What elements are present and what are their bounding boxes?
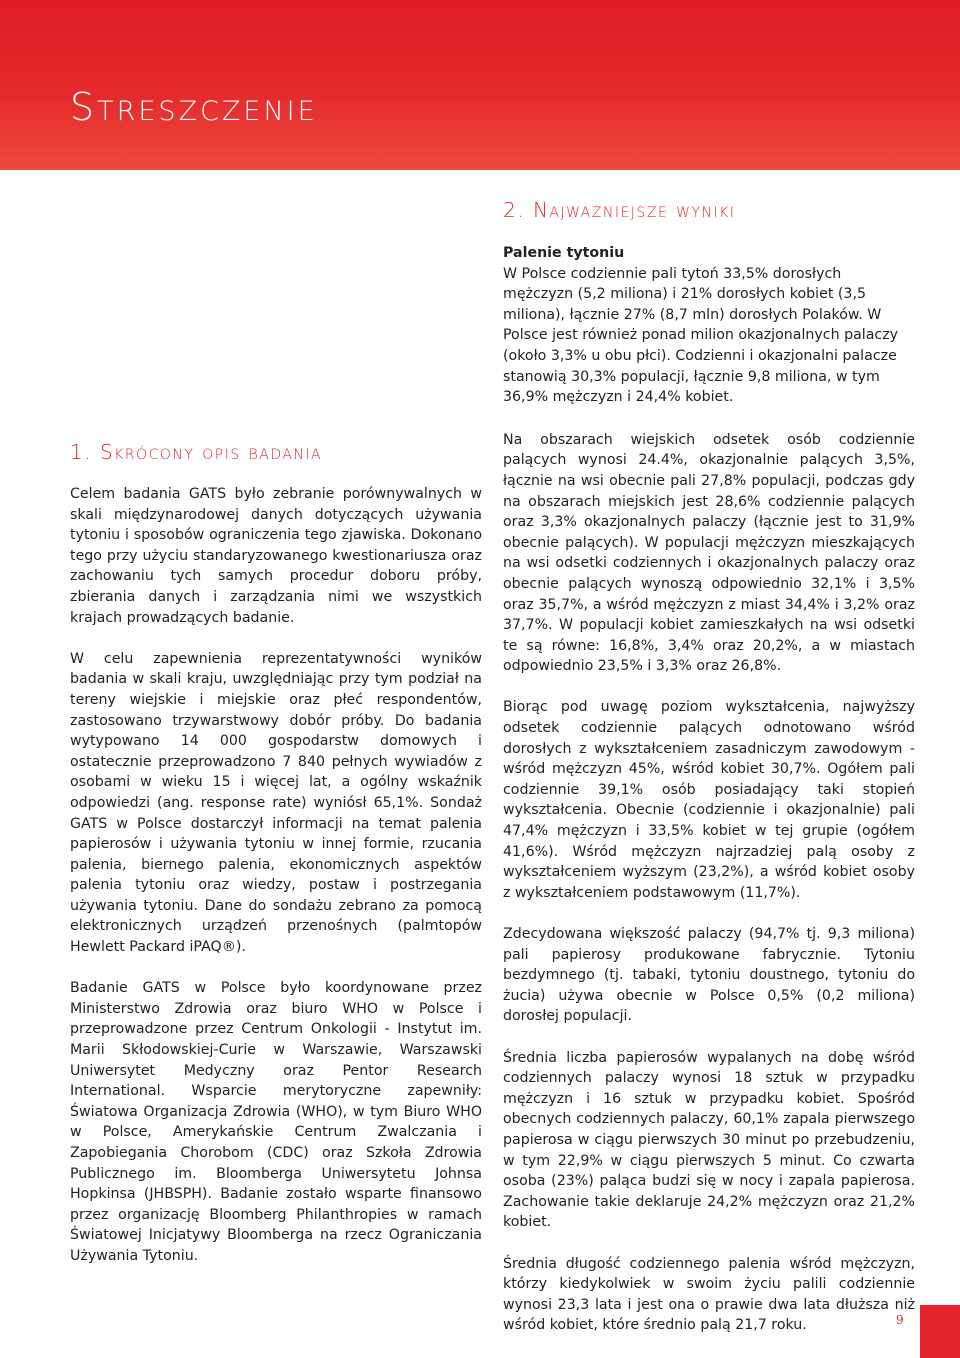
section-heading-study-description: 1. Skrócony opis badania [70,440,323,464]
section-heading-results: 2. Najważniejsze wyniki [503,198,736,222]
paragraph: Zdecydowana większość palaczy (94,7% tj. 9,3 miliona) pali papierosy produkowane fabrycznie. Tytoniu bezdymnego (tj. tabaki, tytoniu doustnego, tytoniu do żucia) używa obecnie w Polsce 0,5% (0,2 miliona) dorosłej populacji. [503,926,915,1025]
page-edge-tab [920,1305,960,1358]
page-title: Streszczenie [70,85,318,129]
paragraph: Biorąc pod uwagę poziom wykształcenia, najwyższy odsetek codziennie palących odnotowano wśród dorosłych z wykształceniem zasadniczym zawodowym - wśród mężczyzn 45%, wśród kobiet 30,7%. Ogółem pali codziennie 39,1% osób posiadający taki stopień wykształcenia. Obecnie (codziennie i okazjonalnie) pali 47,4% mężczyzn i 33,5% kobiet w tej grupie (ogółem 41,6%). Wśród mężczyzn najrzadziej palą osoby z wykształceniem wyższym (23,2%), a wśród kobiet osoby z wykształceniem podstawowym (11,7%). [503,699,915,901]
paragraph: Celem badania GATS było zebranie porównywalnych w skali międzynarodowej danych dotyczących używania tytoniu i sposobów ograniczenia tego zjawiska. Dokonano tego przy użyciu standaryzowanego kwestionariusza oraz zachowaniu tych samych procedur doboru próby, zbierania danych i zarządzania nimi we wszystkich krajach prowadzących badanie. [70,486,482,626]
intro-paragraph: W Polsce codziennie pali tytoń 33,5% dorosłych mężczyzn (5,2 miliona) i 21% dorosłych kobiet (3,5 miliona), łącznie 27% (8,7 mln) dorosłych Polaków. W Polsce jest również ponad milion okazjonalnych palaczy (około 3,3% u obu płci). Codzienni i okazjonalni palacze stanowią 30,3% populacji, łącznie 9,8 miliona, w tym 36,9% mężczyzn i 24,4% kobiet. [503,265,899,406]
subsection-title-smoking: Palenie tytoniu [503,245,625,261]
paragraph: Na obszarach wiejskich odsetek osób codziennie palących wynosi 24.4%, okazjonalnie palących 3,5%, łącznie na wsi obecnie pali 27,8% populacji, podczas gdy na obszarach miejskich jest 28,6% codziennie palących oraz 3,3% okazjonalnych palaczy (łącznie jest to 31,9% obecnie palących). W populacji mężczyzn mieszkających na wsi odsetki codziennych i okazjonalnych palaczy oraz obecnie palących wynoszą odpowiednio 32,1% i 3,5% oraz 35,7%, a wśród mężczyzn z miast 34,4% i 3,2% oraz 37,7%. W populacji kobiet zamieszkałych na wsi odsetki te są równe: 16,8%, 3,4% oraz 20,2%, a w miastach odpowiednio 23,5% i 3,3% oraz 26,8%. [503,431,915,675]
results-column [503,243,915,1356]
paragraph: Średnia liczba papierosów wypalanych na dobę wśród codziennych palaczy wynosi 18 sztuk w przypadku mężczyzn i 16 sztuk w przypadku kobiet. Spośród obecnych codziennych palaczy, 60,1% zapala pierwszego papierosa w ciągu pierwszych 30 minut po przebudzeniu, w tym 22,9% w ciągu pierwszych 5 minut. Co czwarta osoba (23%) paląca budzi się w nocy i zapala papierosa. Zachowanie takie deklaruje 24,2% mężczyzn oraz 21,2% kobiet. [503,1049,915,1231]
page-number: 9 [896,1313,904,1327]
study-description-column [70,484,482,1287]
paragraph: Średnia długość codziennego palenia wśród mężczyzn, którzy kiedykolwiek w swoim życiu palili codziennie wynosi 23,3 lata i jest ona o prawie dwa lata dłuższa niż wśród kobiet, które średnio palą 21,7 roku. [503,1255,915,1334]
paragraph: W celu zapewnienia reprezentatywności wyników badania w skali kraju, uwzględniając przy tym podział na tereny wiejskie i miejskie oraz płeć respondentów, zastosowano trzywarstwowy dobór próby. Do badania wytypowano 14 000 gospodarstw domowych i ostatecznie przeprowadzono 7 840 pełnych wywiadów z osobami w wieku 15 i więcej lat, a ogólny wskaźnik odpowiedzi (ang. response rate) wyniósł 65,1%. Sondaż GATS w Polsce dostarczył informacji na temat palenia papierosów i używania tytoniu w innej formie, rzucania palenia, biernego palenia, ekonomicznych aspektów palenia tytoniu oraz wiedzy, postaw i postrzegania używania tytoniu. Dane do sondażu zebrano za pomocą elektronicznych urządzeń przenośnych (palmtopów Hewlett Packard iPAQ®). [70,650,482,956]
paragraph: Badanie GATS w Polsce było koordynowane przez Ministerstwo Zdrowia oraz biuro WHO w Polsce i przeprowadzone przez Centrum Onkologii - Instytut im. Marii Skłodowskiej-Curie w Warszawie, Warszawski Uniwersytet Medyczny oraz Pentor Research International. Wsparcie merytoryczne zapewniły: Światowa Organizacja Zdrowia (WHO), w tym Biuro WHO w Polsce, Amerykańskie Centrum Zwalczania i Zapobiegania Chorobom (CDC) oraz Szkoła Zdrowia Publicznego im. Bloomberga Uniwersytetu Johnsa Hopkinsa (JHBSPH). Badanie zostało wsparte finansowo przez organizację Bloomberg Philanthropies w ramach Światowej Inicjatywy Bloomberga na rzecz Ograniczania Używania Tytoniu. [70,980,482,1264]
results-intro [503,243,915,408]
